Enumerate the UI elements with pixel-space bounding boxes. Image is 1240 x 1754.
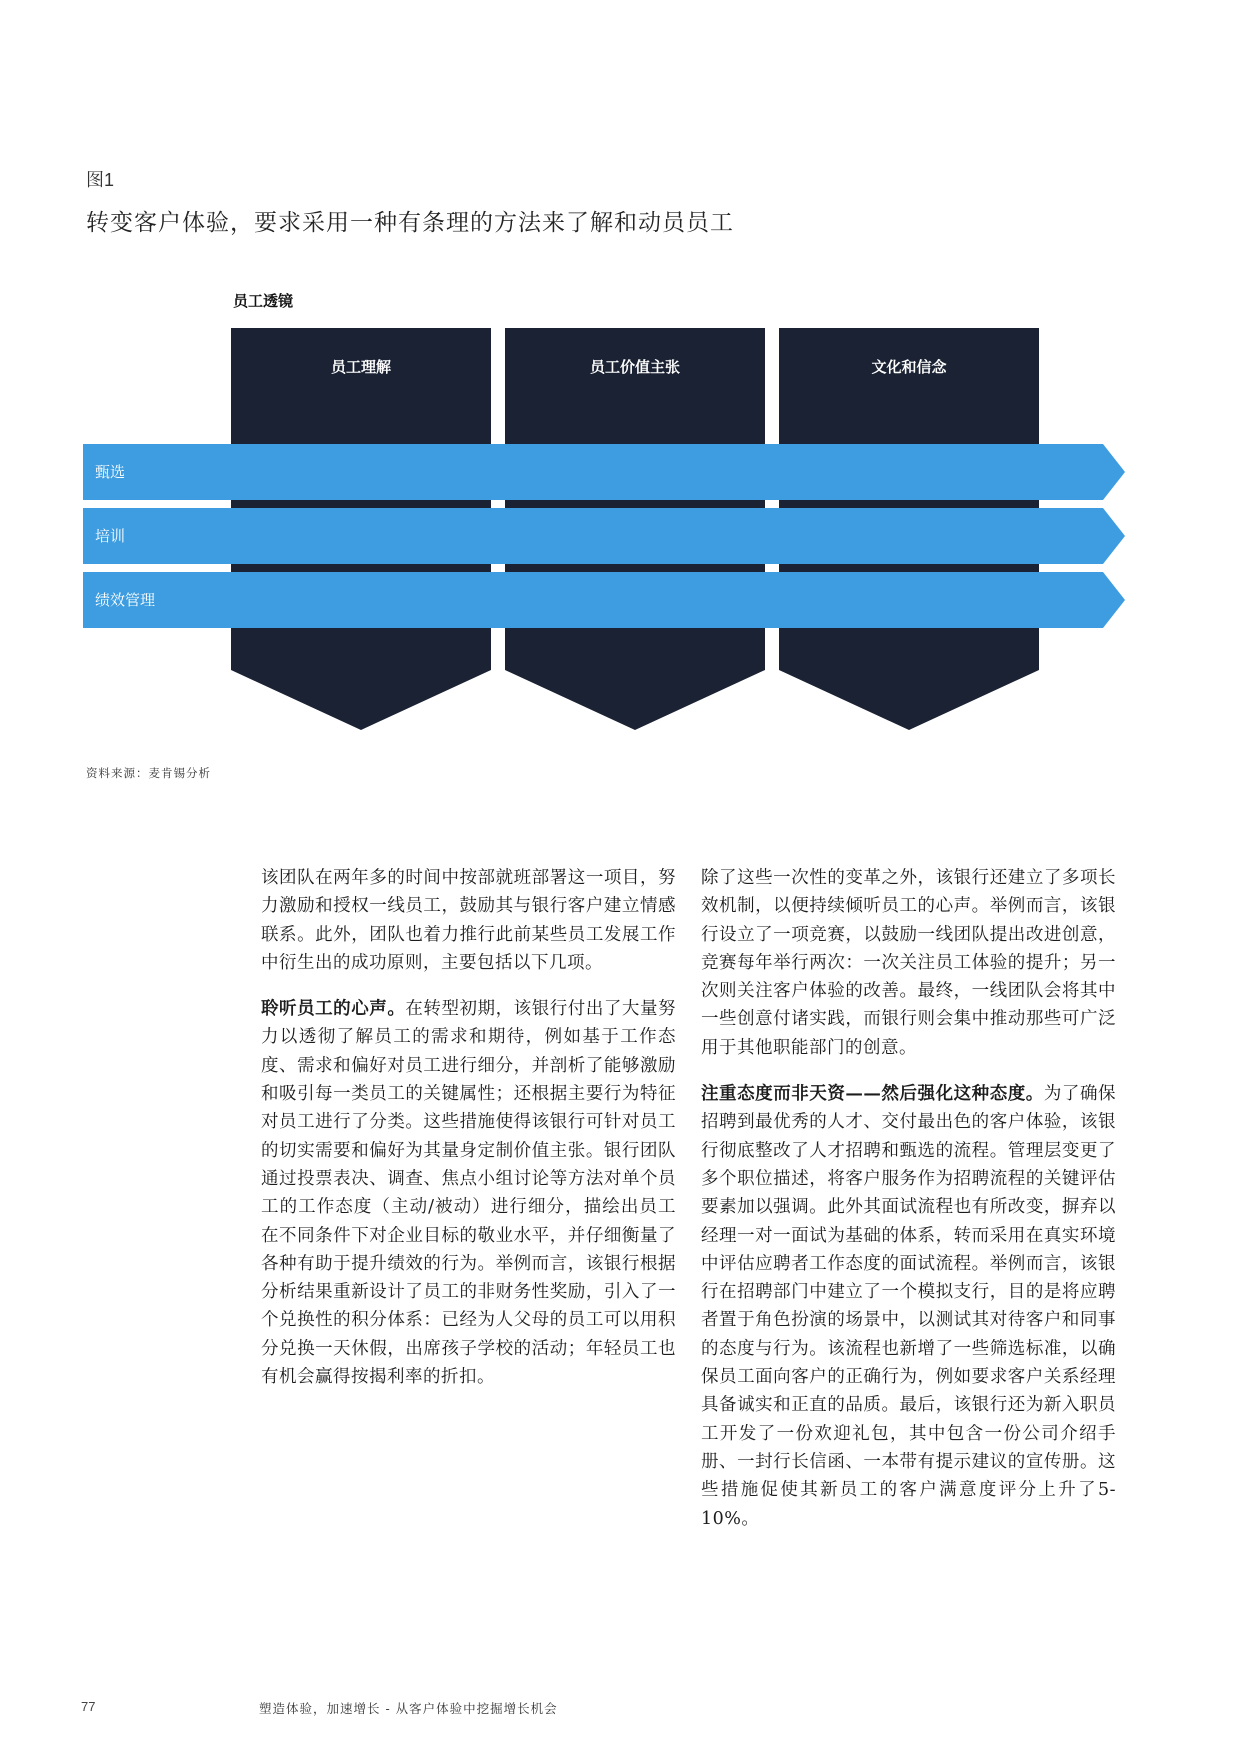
paragraph: 除了这些一次性的变革之外，该银行还建立了多项长效机制，以便持续倾听员工的心声。举例而言，该银行设立了一项竞赛，以鼓励一线团队提出改进创意，竞赛每年举行两次：一次关注员工体验的提升；另一次则关注客户体验的改善。最终，一线团队会将其中一些创意付诸实践，而银行则会集中推动那些可广泛用于其他职能部门的创意。 — [701, 868, 1116, 1058]
paragraph — [701, 1080, 1116, 1533]
diagram-title: 员工透镜 — [233, 292, 294, 310]
page-number: 77 — [81, 1699, 96, 1714]
body-left-column — [261, 864, 676, 1409]
body-right-column — [701, 864, 1116, 1551]
column-label-3: 文化和信念 — [871, 358, 947, 376]
paragraph-body: 在转型初期，该银行付出了大量努力以透彻了解员工的需求和期待，例如基于工作态度、需求和偏好对员工进行细分，并剖析了能够激励和吸引每一类员工的关键属性；还根据主要行为特征对员工进行了分类。这些措施使得该银行可针对员工的切实需要和偏好为其量身定制价值主张。银行团队通过投票表决、调查、焦点小组讨论等方法对单个员工的工作态度（主动/被动）进行细分，描绘出员工在不同条件下对企业目标的敬业水平，并仔细衡量了各种有助于提升绩效的行为。举例而言，该银行根据分析结果重新设计了员工的非财务性奖励，引入了一个兑换性的积分体系：已经为人父母的员工可以用积分兑换一天休假，出席孩子学校的活动；年轻员工也有机会赢得按揭利率的折扣。 — [261, 999, 677, 1388]
column-label-1: 员工理解 — [330, 358, 392, 376]
column-label-2: 员工价值主张 — [589, 358, 681, 376]
row-label-1: 甄选 — [95, 463, 126, 481]
source-note: 资料来源：麦肯锡分析 — [86, 766, 211, 780]
row-arrow-2 — [83, 508, 1125, 564]
figure-title: 转变客户体验，要求采用一种有条理的方法来了解和动员员工 — [86, 210, 734, 236]
row-label-3: 绩效管理 — [95, 591, 156, 609]
row-arrow-3 — [83, 572, 1125, 628]
figure-label: 图1 — [86, 170, 115, 190]
row-label-2: 培训 — [95, 527, 126, 545]
employee-lens-diagram — [80, 325, 1130, 745]
row-arrow-1 — [83, 444, 1125, 500]
paragraph: 该团队在两年多的时间中按部就班部署这一项目，努力激励和授权一线员工，鼓励其与银行客户建立情感联系。此外，团队也着力推行此前某些员工发展工作中衍生出的成功原则，主要包括以下几项。 — [261, 868, 676, 973]
footer-title: 塑造体验，加速增长 - 从客户体验中挖掘增长机会 — [259, 1701, 558, 1716]
paragraph-lead: 注重态度而非天资——然后强化这种态度。 — [701, 1084, 1044, 1105]
paragraph — [261, 995, 676, 1391]
paragraph-lead: 聆听员工的心声。 — [261, 999, 406, 1020]
paragraph-body: 为了确保招聘到最优秀的人才、交付最出色的客户体验，该银行彻底整改了人才招聘和甄选的流程。管理层变更了多个职位描述，将客户服务作为招聘流程的关键评估要素加以强调。此外其面试流程也有所改变，摒弃以经理一对一面试为基础的体系，转而采用在真实环境中评估应聘者工作态度的面试流程。举例而言，该银行在招聘部门中建立了一个模拟支行，目的是将应聘者置于角色扮演的场景中，以测试其对待客户和同事的态度与行为。该流程也新增了一些筛选标准，以确保员工面向客户的正确行为，例如要求客户关系经理具备诚实和正直的品质。最后，该银行还为新入职员工开发了一份欢迎礼包，其中包含一份公司介绍手册、一封行长信函、一本带有提示建议的宣传册。这些措施促使其新员工的客户满意度评分上升了5-10%。 — [701, 1084, 1117, 1529]
